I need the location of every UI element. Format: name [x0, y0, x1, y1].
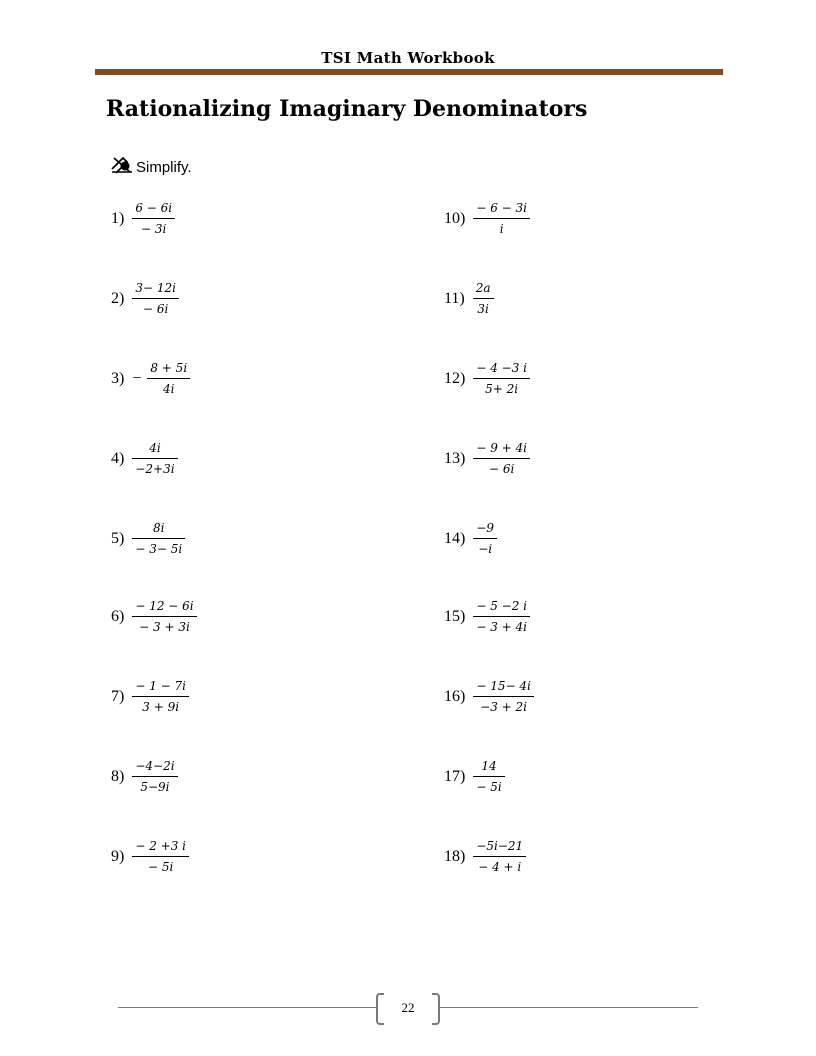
denominator: −i	[478, 542, 493, 557]
numerator: − 9 + 4i	[476, 441, 527, 455]
problem-number: 13)	[444, 449, 466, 467]
numerator: − 5 −2 i	[476, 599, 527, 613]
denominator: − 3− 5i	[135, 542, 183, 557]
fraction	[132, 598, 196, 635]
denominator: − 4 + i	[478, 860, 522, 875]
problem-item	[444, 838, 526, 875]
pencil-icon	[110, 155, 134, 179]
problem-number: 1)	[111, 209, 125, 227]
problem-item	[444, 360, 530, 397]
problem-number: 11)	[444, 289, 465, 307]
numerator: − 6 − 3i	[476, 201, 527, 215]
numerator: 2a	[475, 281, 491, 295]
numerator: − 12 − 6i	[135, 599, 194, 613]
footer-bracket-left	[376, 993, 384, 1025]
fraction	[132, 678, 189, 715]
fraction-bar	[473, 776, 504, 777]
footer-line-right	[440, 1007, 698, 1008]
problem-number: 3)	[111, 369, 125, 387]
fraction	[132, 838, 189, 875]
numerator: −9	[476, 521, 495, 535]
numerator: − 1 − 7i	[135, 679, 186, 693]
fraction	[473, 598, 530, 635]
header-rule	[95, 69, 723, 75]
fraction-bar	[473, 616, 530, 617]
fraction-bar	[147, 378, 190, 379]
fraction-bar	[473, 538, 497, 539]
fraction-bar	[132, 776, 177, 777]
problem-number: 2)	[111, 289, 125, 307]
denominator: − 3 + 4i	[476, 620, 527, 635]
problem-item	[111, 200, 175, 237]
problem-item	[111, 758, 178, 795]
denominator: 5+ 2i	[485, 382, 519, 397]
fraction	[132, 758, 177, 795]
denominator: − 6i	[488, 462, 515, 477]
denominator: −3 + 2i	[480, 700, 527, 715]
page-number: 22	[401, 1000, 415, 1015]
numerator: − 2 +3 i	[135, 839, 186, 853]
numerator: −4−2i	[135, 759, 175, 773]
problem-item	[111, 360, 190, 397]
fraction	[473, 520, 497, 557]
numerator: −5i−21	[476, 839, 524, 853]
problem-number: 15)	[444, 607, 466, 625]
denominator: − 6i	[142, 302, 169, 317]
workbook-title: TSI Math Workbook	[321, 49, 495, 67]
numerator: 3− 12i	[135, 281, 176, 295]
denominator: 3i	[477, 302, 489, 317]
denominator: −2+3i	[135, 462, 175, 477]
problem-number: 5)	[111, 529, 125, 547]
fraction	[147, 360, 190, 397]
numerator: − 4 −3 i	[476, 361, 527, 375]
leading-sign: −	[132, 369, 142, 387]
problem-item	[111, 678, 189, 715]
fraction-bar	[132, 696, 189, 697]
problem-item	[111, 838, 189, 875]
fraction-bar	[132, 298, 179, 299]
denominator: 5−9i	[140, 780, 170, 795]
denominator: − 3i	[141, 222, 167, 237]
problem-item	[444, 520, 497, 557]
fraction-bar	[132, 856, 189, 857]
denominator: i	[499, 222, 504, 237]
problem-item	[111, 280, 179, 317]
fraction	[473, 280, 494, 317]
numerator: 6 − 6i	[135, 201, 173, 215]
fraction-bar	[473, 856, 526, 857]
fraction	[132, 280, 179, 317]
fraction	[473, 678, 533, 715]
problem-number: 16)	[444, 687, 466, 705]
fraction	[473, 200, 530, 237]
fraction	[132, 440, 177, 477]
denominator: − 5i	[147, 860, 174, 875]
problem-number: 10)	[444, 209, 466, 227]
footer-line-left	[118, 1007, 376, 1008]
problem-number: 6)	[111, 607, 125, 625]
problem-item	[444, 598, 530, 635]
fraction	[132, 520, 185, 557]
problem-number: 18)	[444, 847, 466, 865]
problem-item	[444, 440, 530, 477]
denominator: − 3 + 3i	[139, 620, 190, 635]
denominator: 4i	[163, 382, 175, 397]
numerator: 4i	[149, 441, 161, 455]
fraction-bar	[473, 218, 530, 219]
fraction-bar	[132, 218, 175, 219]
problem-number: 17)	[444, 767, 466, 785]
instruction	[110, 155, 192, 179]
problem-item	[111, 598, 197, 635]
fraction-bar	[473, 298, 494, 299]
problem-item	[444, 758, 505, 795]
fraction-bar	[473, 378, 530, 379]
numerator: − 15− 4i	[476, 679, 531, 693]
numerator: 8 + 5i	[150, 361, 188, 375]
fraction	[473, 440, 530, 477]
problem-number: 12)	[444, 369, 466, 387]
footer-bracket-right	[432, 993, 440, 1025]
fraction	[132, 200, 175, 237]
fraction-bar	[473, 458, 530, 459]
problem-number: 14)	[444, 529, 466, 547]
problem-number: 7)	[111, 687, 125, 705]
fraction	[473, 838, 526, 875]
problem-item	[444, 678, 534, 715]
numerator: 8i	[153, 521, 165, 535]
fraction-bar	[132, 538, 185, 539]
problem-item	[444, 200, 530, 237]
problem-number: 4)	[111, 449, 125, 467]
problem-item	[111, 520, 185, 557]
problem-number: 9)	[111, 847, 125, 865]
denominator: − 5i	[476, 780, 502, 795]
denominator: 3 + 9i	[142, 700, 180, 715]
fraction-bar	[132, 458, 177, 459]
fraction	[473, 360, 530, 397]
problem-number: 8)	[111, 767, 125, 785]
fraction-bar	[473, 696, 533, 697]
problem-item	[111, 440, 178, 477]
fraction-bar	[132, 616, 196, 617]
instruction-label: Simplify.	[136, 158, 192, 176]
fraction	[473, 758, 504, 795]
problem-item	[444, 280, 494, 317]
numerator: 14	[481, 759, 497, 773]
page-title: Rationalizing Imaginary Denominators	[106, 96, 588, 122]
